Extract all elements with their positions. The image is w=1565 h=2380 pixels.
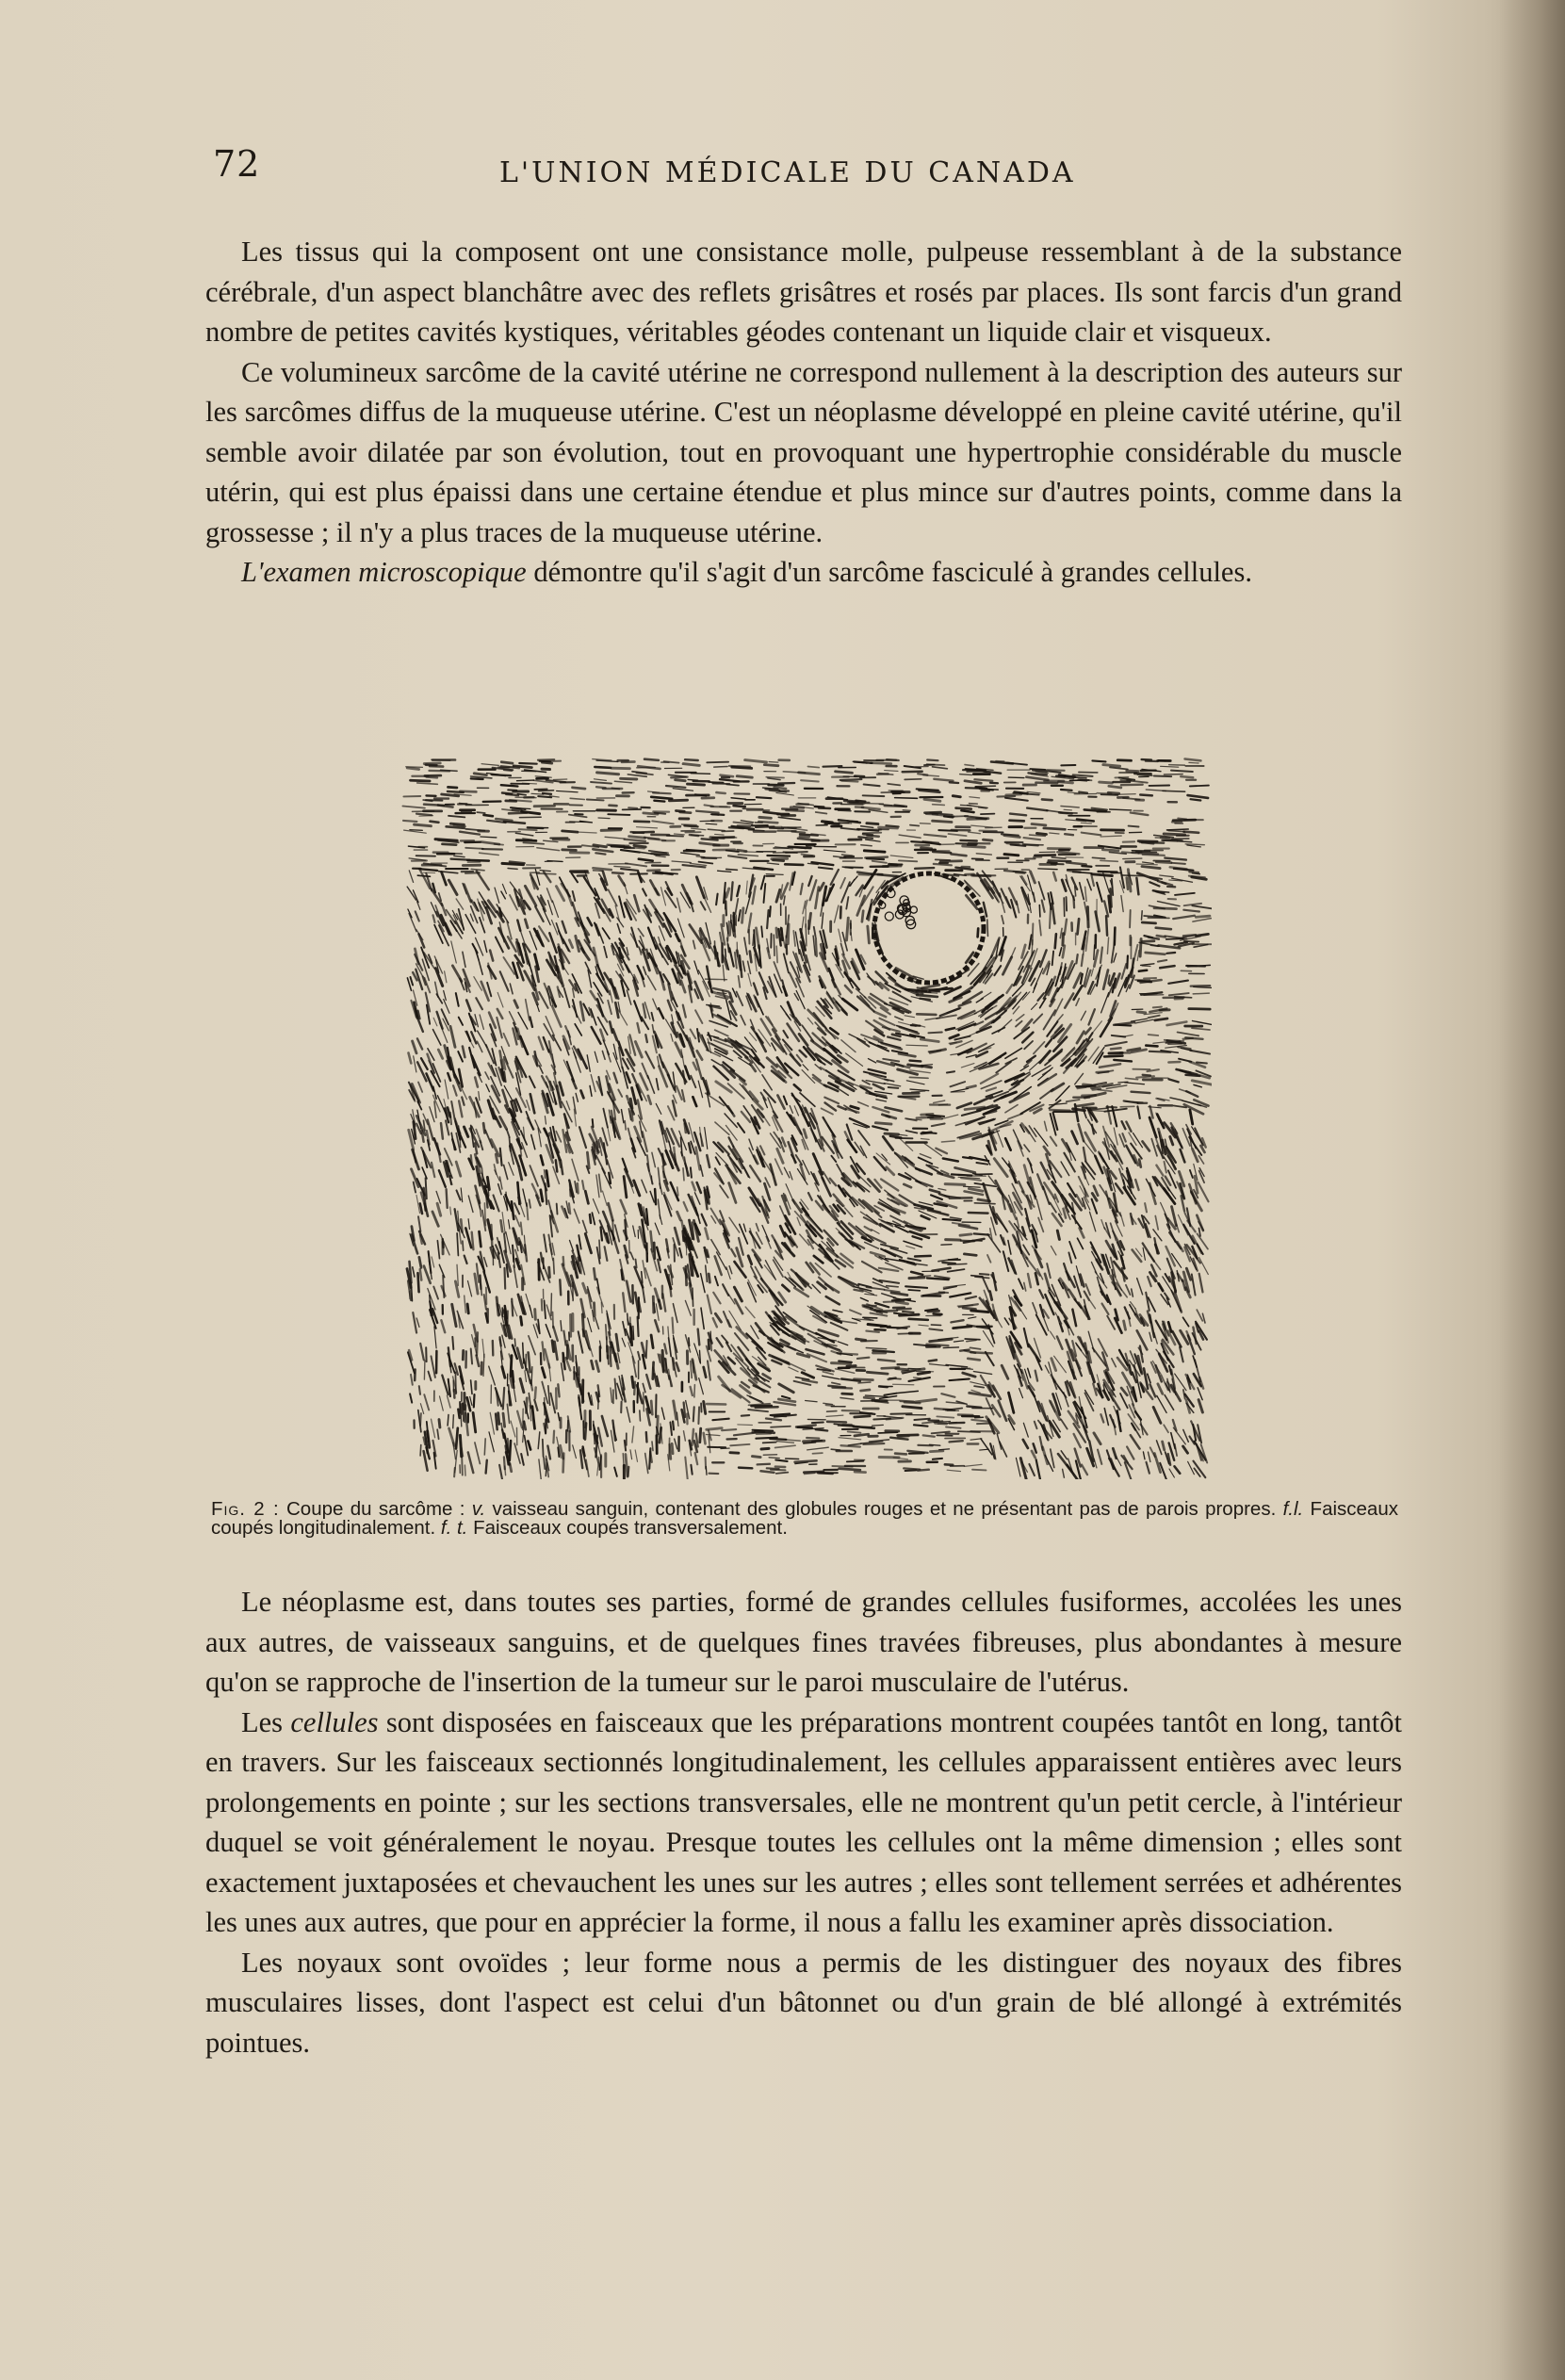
blood-vessel-ring <box>874 873 984 983</box>
fiber-strokes <box>402 759 1212 1480</box>
caption-ft: f. t. <box>440 1517 468 1539</box>
page-edge-shadow <box>1499 0 1565 2380</box>
paragraph-examen <box>205 552 1402 593</box>
paragraph-neoplasme: Le néoplasme est, dans toutes ses parties, formé de grandes cellules fusiformes, accolées les unes aux autres, de vaisseaux sanguins, et de quelques fines travées fibreuses, plus abondantes à mesure qu'on se rapproche de l'insertion de la tumeur sur le paroi musculaire de l'utérus. <box>205 1586 1402 1698</box>
running-title: L'UNION MÉDICALE DU CANADA <box>499 156 1076 189</box>
caption-part-4: Faisceaux coupés transversalement. <box>467 1517 788 1539</box>
caption-part-1: Coupe du sarcôme : <box>279 1498 472 1520</box>
caption-part-2: vaisseau sanguin, contenant des globules rouges et ne présentant pas de parois propres. <box>485 1498 1283 1520</box>
paragraph-sarcome: Ce volumineux sarcôme de la cavité utérine ne correspond nullement à la description des auteurs sur les sarcômes diffus de la muqueuse utérine. C'est un néoplasme développé en pleine cavité utérine, qu'il semble avoir dilatée par son évolution, tout en provoquant une hypertrophie considérable du muscle utérin, qui est plus épaissi dans une certaine étendue et plus mince sur d'autres points, comme dans la grossesse ; il n'y a plus traces de la muqueuse utérine. <box>205 355 1402 548</box>
histology-engraving <box>401 754 1212 1479</box>
paragraph-cellules-lead: Les <box>241 1705 291 1738</box>
text-block-top <box>205 232 1402 593</box>
caption-fl: f.l. <box>1282 1498 1304 1520</box>
paragraph-tissus: Les tissus qui la composent ont une consistance molle, pulpeuse ressemblant à de la substance cérébrale, d'un aspect blanchâtre avec des reflets grisâtres et rosés par places. Ils sont farcis d'un grand nombre de petites cavités kystiques, véritables géodes contenant un liquide clair et visqueux. <box>205 236 1402 348</box>
caption-v: v. <box>471 1498 486 1520</box>
italic-cellules: cellules <box>290 1705 379 1738</box>
paragraph-cellules-rest: sont disposées en faisceaux que les préparations montrent coupées tantôt en long, tantôt en travers. Sur les faisceaux sectionnés longitudinalement, les cellules apparaissent entières avec leurs prolongements en pointe ; sur les sections transversales, elle ne montrent qu'un petit cercle, à l'intérieur duquel se voit généralement le noyau. Presque toutes les cellules ont la même dimension ; elles sont exactement juxtaposées et chevauchent les unes sur les autres ; elles sont tellement serrées et adhérentes les unes aux autres, que pour en apprécier la forme, il nous a fallu les examiner après dissociation. <box>205 1705 1403 1938</box>
figure-caption <box>211 1500 1398 1538</box>
figure-label: Fig. 2 : <box>211 1498 280 1520</box>
paragraph-examen-rest: démontre qu'il s'agit d'un sarcôme fasciculé à grandes cellules. <box>526 556 1252 588</box>
text-block-bottom <box>205 1582 1402 2062</box>
paragraph-noyaux: Les noyaux sont ovoïdes ; leur forme nous a permis de les distinguer des noyaux des fibres musculaires lisses, dont l'aspect est celui d'un bâtonnet ou d'un grain de blé allongé à extrémités pointues. <box>205 1946 1402 2059</box>
italic-examen: L'examen microscopique <box>241 556 527 588</box>
caption-part-3: Faisceaux coupés longitudinalement. <box>211 1498 1398 1539</box>
page-number: 72 <box>213 143 261 185</box>
paragraph-cellules <box>205 1703 1402 1943</box>
